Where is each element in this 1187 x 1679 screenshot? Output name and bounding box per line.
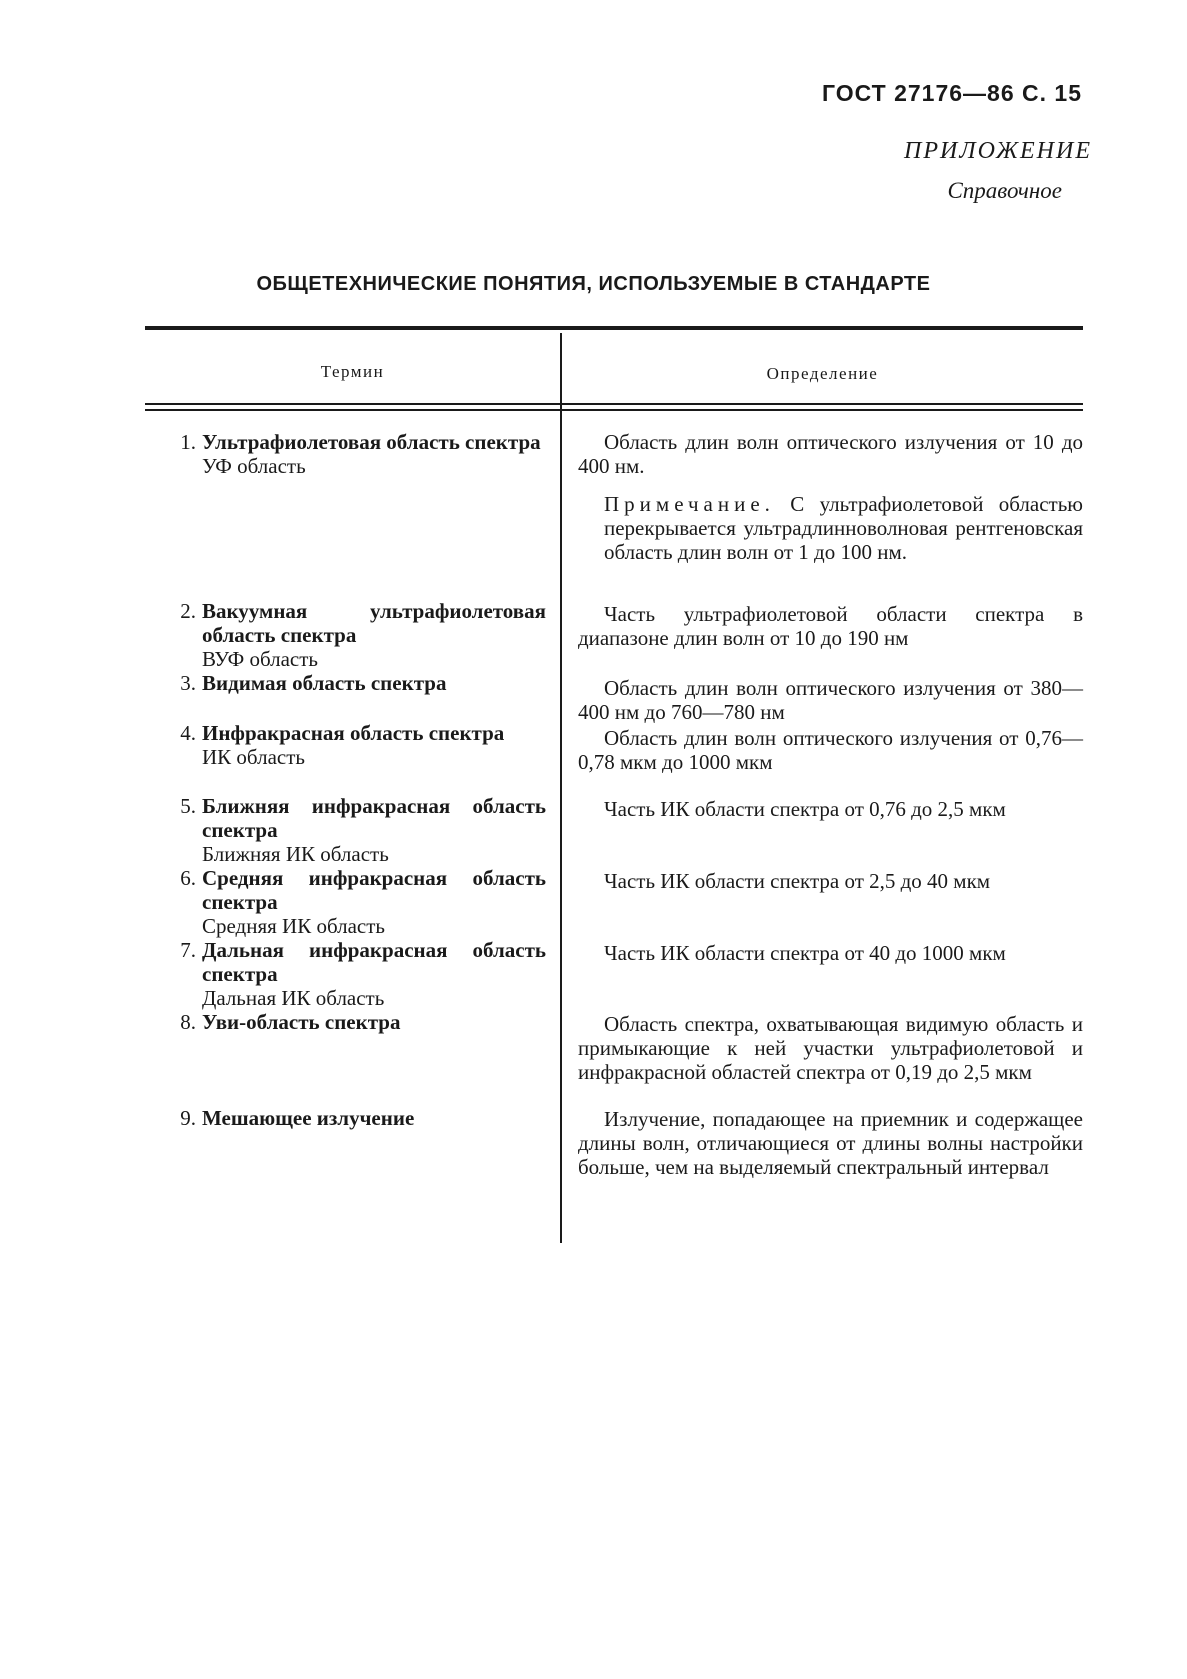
term-name: Ультрафиолетовая область спектра [202,430,541,454]
term-number: 8. [180,1010,196,1034]
term-number: 2. [180,599,196,623]
term-abbreviation: ИК область [202,745,305,769]
term-number: 1. [180,430,196,454]
definition-note [578,492,1083,564]
definition: Область длин волн оптического излучения от 0,76—0,78 мкм до 1000 мкм [578,726,1083,774]
term-abbreviation: ВУФ область [202,647,318,671]
header-rule-1 [145,403,1083,405]
term-name: Инфракрасная область спектра [202,721,505,745]
term-number: 3. [180,671,196,695]
term-name: Дальная инфракрасная область спектра [202,938,546,986]
definition: Область длин волн оптического излучения от 10 до 400 нм. [578,430,1083,478]
term-name: Ближняя инфракрасная область спектра [202,794,546,842]
note-text: С ультрафиолетовой областью перекрывается ультрадлинноволновая рентгеновская область длин волн от 1 до 100 нм. [604,492,1083,564]
term-name: Мешающее излучение [202,1106,415,1130]
term-name: Средняя инфракрасная область спектра [202,866,546,914]
term-number: 9. [180,1106,196,1130]
definition: Часть ИК области спектра от 40 до 1000 мкм [604,941,1006,965]
column-header-term: Термин [320,362,385,381]
definition: Часть ИК области спектра от 0,76 до 2,5 мкм [604,797,1006,821]
definition: Область спектра, охватывающая видимую область и примыкающие к ней участки ультрафиолетовой и инфракрасной областей спектра от 0,19 до 2,5 мкм [578,1012,1083,1084]
term-number: 5. [180,794,196,818]
term-row [168,671,546,695]
term-row [168,430,546,478]
definition: Часть ультрафиолетовой области спектра в диапазоне длин волн от 10 до 190 нм [578,602,1083,650]
term-row [168,938,546,1010]
term-row [168,1106,546,1130]
term-name: Уви-область спектра [202,1010,401,1034]
header-rule-2 [145,409,1083,411]
term-row [168,721,546,769]
term-abbreviation: Средняя ИК область [202,914,386,938]
table-top-rule [145,326,1083,330]
term-abbreviation: Дальная ИК область [202,986,385,1010]
definition: Часть ИК области спектра от 2,5 до 40 мкм [604,869,991,893]
appendix-label: ПРИЛОЖЕНИЕ [904,138,1092,164]
term-number: 6. [180,866,196,890]
term-abbreviation: УФ область [202,454,306,478]
term-number: 4. [180,721,196,745]
column-header-definition: Определение [766,364,879,383]
term-number: 7. [180,938,196,962]
term-row [168,599,546,671]
term-name: Вакуумная ультрафиолетовая область спектра [202,599,546,647]
column-divider [560,333,562,1243]
document-title: ОБЩЕТЕХНИЧЕСКИЕ ПОНЯТИЯ, ИСПОЛЬЗУЕМЫЕ В СТАНДАРТЕ [256,273,931,295]
note-label: Примечание. [604,492,775,516]
term-row [168,866,546,938]
term-abbreviation: Ближняя ИК область [202,842,389,866]
definition: Излучение, попадающее на приемник и содержащее длины волн, отличающиеся от длины волны настройки больше, чем на выделяемый спектральный интервал [578,1107,1083,1179]
term-name: Видимая область спектра [202,671,447,695]
definition: Область длин волн оптического излучения от 380—400 нм до 760—780 нм [578,676,1083,724]
term-row [168,1010,546,1034]
term-row [168,794,546,866]
page-header: ГОСТ 27176—86 С. 15 [821,80,1082,106]
appendix-type: Справочное [947,178,1062,203]
